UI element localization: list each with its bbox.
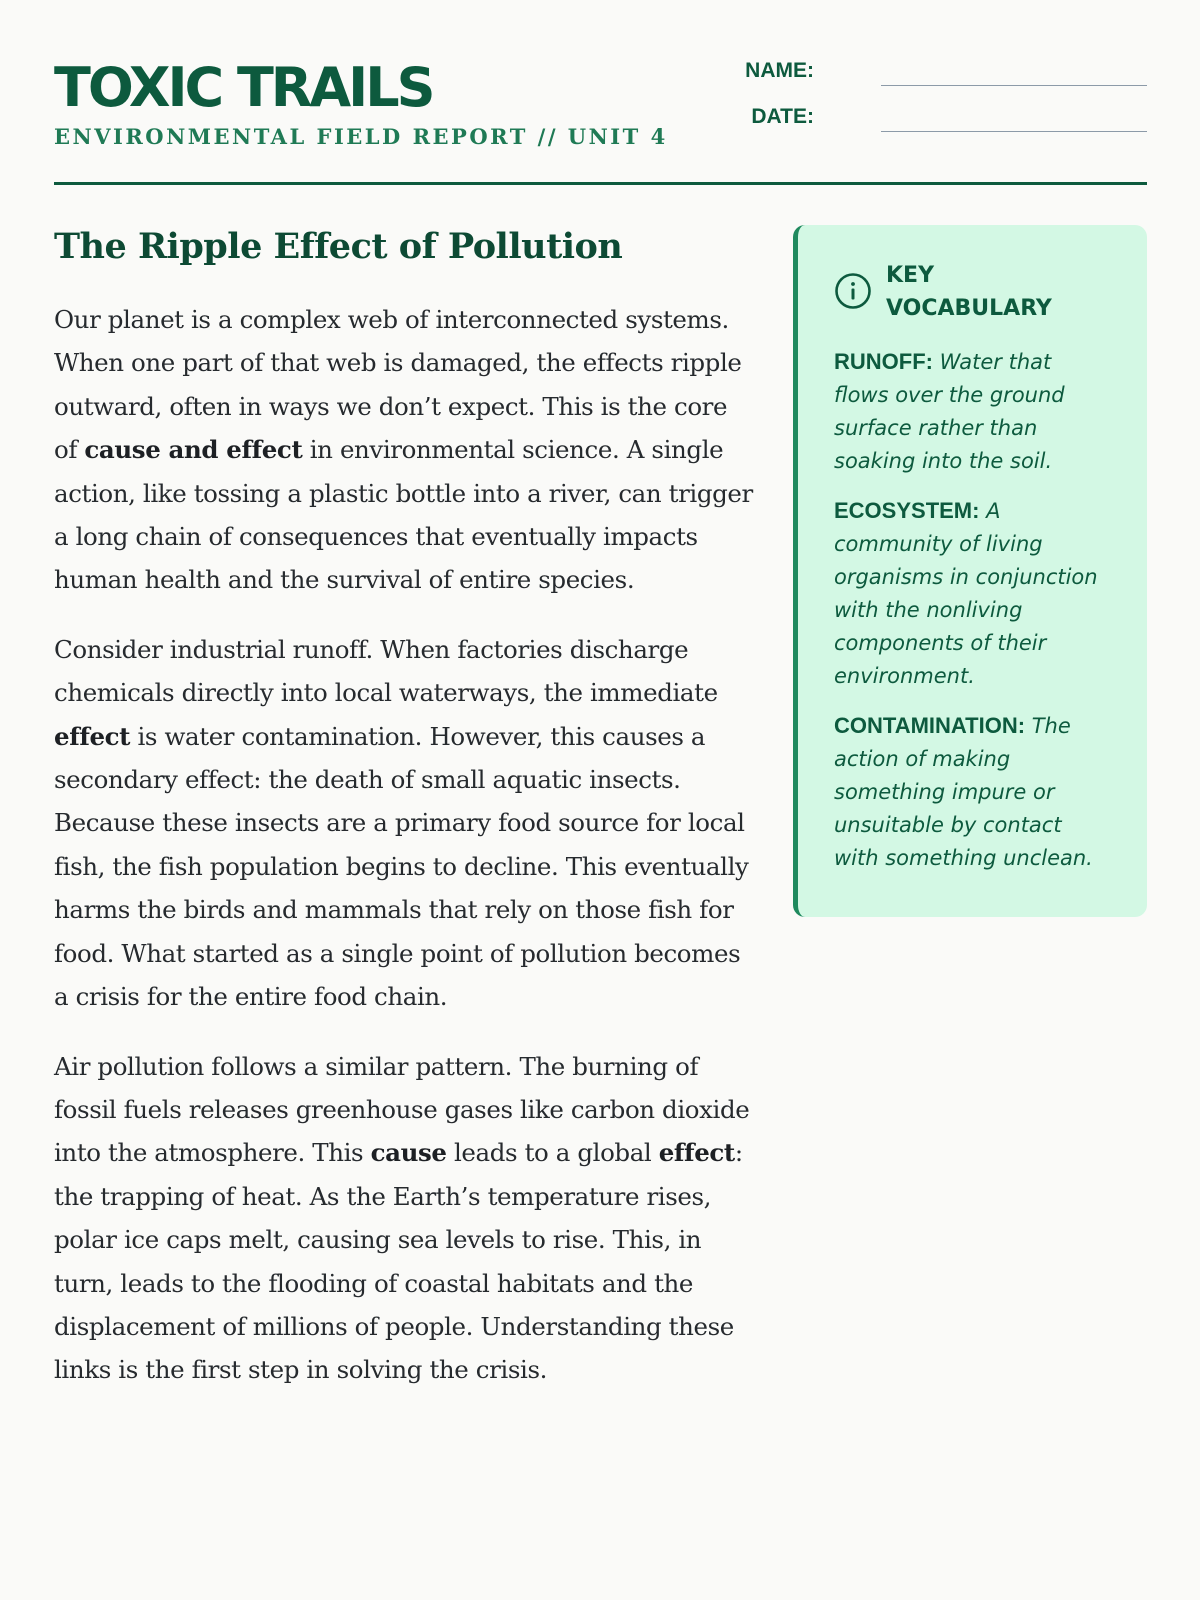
vocab-term-runoff [834,345,1111,478]
date-label: DATE: [751,105,814,128]
bold-term: effect [658,1138,735,1168]
bold-term: cause and effect [84,435,303,465]
vocab-title: KEY VOCABULARY [886,263,1052,321]
paragraph-3 [54,1045,754,1392]
key-vocabulary-box [793,225,1147,917]
term-label: ECOSYSTEM: [834,498,980,523]
info-icon [834,272,872,310]
term-definition: Water that flows over the ground surface rather than soaking into the soil. [834,350,1065,473]
header [54,56,1147,185]
section-heading: The Ripple Effect of Pollution [54,226,623,267]
paragraph-text: is water contamination. However, this causes a secondary effect: the death of small aquatic insects. Because these insects are a primary food source for local fish, the fish population begins to decline. This eventually harms the birds and mammals that rely on those fish for food. What started as a single point of pollution becomes a crisis for the entire food chain. [54,721,749,1012]
paragraph-text: leads to a global [446,1138,659,1168]
term-label: CONTAMINATION: [834,713,1026,738]
bold-term: cause [370,1138,447,1168]
worksheet-page [54,0,1147,1600]
vocab-term-ecosystem [834,494,1111,693]
paragraph-text: Consider industrial runoff. When factories discharge chemicals directly into local waterways, the immediate [54,634,718,708]
name-label: NAME: [745,59,814,82]
date-field[interactable] [664,102,1147,138]
term-label: RUNOFF: [834,349,933,374]
vocab-header [834,259,1111,329]
date-input-line[interactable] [881,131,1147,132]
term-definition: The action of making something impure or unsuitable by contact with something unclean. [834,714,1093,870]
bold-term: effect [54,721,131,751]
name-field[interactable] [664,56,1147,92]
paragraph-2 [54,628,754,1019]
paragraph-text: in environmental science. A single action, like tossing a plastic bottle into a river, can trigger a long chain of consequences that eventually impacts human health and the survival of entire species. [54,435,753,595]
name-input-line[interactable] [881,85,1147,86]
page-subtitle: ENVIRONMENTAL FIELD REPORT // UNIT 4 [54,124,668,149]
paragraph-text: : the trapping of heat. As the Earth’s temperature rises, polar ice caps melt, causing sea levels to rise. This, in turn, leads to the flooding of coastal habitats and the displacement of millions of people. Understanding these links is the first step in solving the crisis. [54,1138,743,1385]
page-title: TOXIC TRAILS [54,56,433,119]
paragraph-1 [54,298,754,602]
paragraph-text: Our planet is a complex web of interconnected systems. When one part of that web is damaged, the effects ripple outward, often in ways we don’t expect. This is the core of [54,305,742,465]
term-definition: A community of living organisms in conjunction with the nonliving components of their environment. [834,499,1098,688]
vocab-term-contamination [834,709,1111,875]
article [54,222,754,1418]
paragraph-text: Air pollution follows a similar pattern. The burning of fossil fuels releases greenhouse gases like carbon dioxide into the atmosphere. This [54,1051,750,1168]
